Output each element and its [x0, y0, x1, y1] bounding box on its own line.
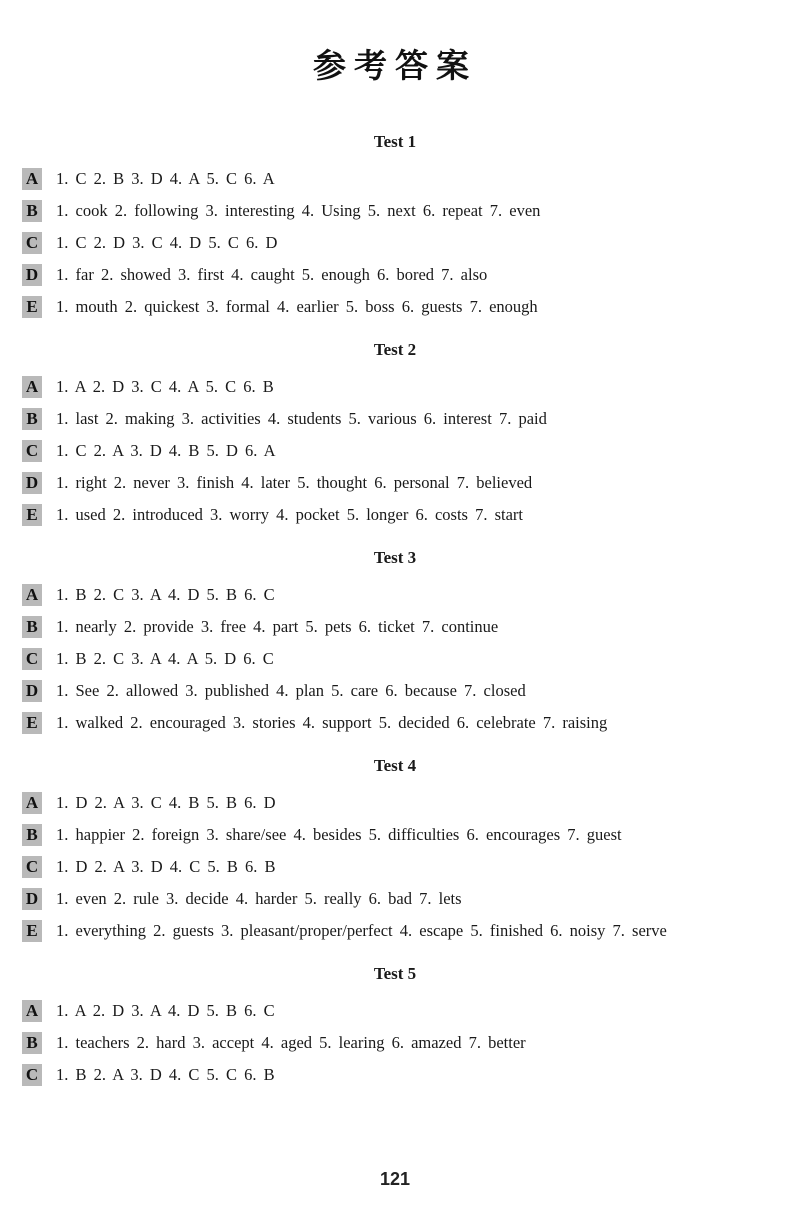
row-answers: 1. nearly 2. provide 3. free 4. part 5. pets 6. ticket 7. continue [56, 617, 499, 636]
row-answers: 1. D 2. A 3. C 4. B 5. B 6. D [56, 793, 276, 812]
row-letter-badge: E [22, 504, 42, 526]
row-answers: 1. C 2. B 3. D 4. A 5. C 6. A [56, 169, 275, 188]
row-letter-badge: B [22, 616, 42, 638]
row-answers: 1. B 2. A 3. D 4. C 5. C 6. B [56, 1065, 275, 1084]
answer-row-a [0, 1000, 790, 1032]
row-letter-badge: C [22, 648, 42, 670]
row-letter-badge: C [22, 440, 42, 462]
answer-row-c [0, 232, 790, 264]
row-answers: 1. A 2. D 3. A 4. D 5. B 6. C [56, 1001, 275, 1020]
test-4-section [0, 750, 790, 952]
row-letter-badge: B [22, 824, 42, 846]
row-letter-badge: C [22, 232, 42, 254]
test-1-section [0, 126, 790, 328]
row-answers: 1. B 2. C 3. A 4. A 5. D 6. C [56, 649, 274, 668]
test-5-section [0, 958, 790, 1096]
test-2-section [0, 334, 790, 536]
row-letter-badge: B [22, 1032, 42, 1054]
answer-row-a [0, 168, 790, 200]
answer-row-a [0, 584, 790, 616]
test-3-section [0, 542, 790, 744]
row-answers: 1. used 2. introduced 3. worry 4. pocket 5. longer 6. costs 7. start [56, 505, 524, 524]
row-answers: 1. teachers 2. hard 3. accept 4. aged 5. learing 6. amazed 7. better [56, 1033, 526, 1052]
row-letter-badge: C [22, 1064, 42, 1086]
row-letter-badge: E [22, 296, 42, 318]
row-letter-badge: D [22, 472, 42, 494]
test-title: Test 1 [373, 132, 417, 151]
row-answers: 1. See 2. allowed 3. published 4. plan 5. care 6. because 7. closed [56, 681, 526, 700]
row-letter-badge: D [22, 264, 42, 286]
row-letter-badge: A [22, 168, 42, 190]
test-title: Test 2 [373, 340, 417, 359]
row-answers: 1. B 2. C 3. A 4. D 5. B 6. C [56, 585, 275, 604]
answer-row-b [0, 200, 790, 232]
answer-key-content [0, 120, 790, 1096]
row-answers: 1. everything 2. guests 3. pleasant/proper/perfect 4. escape 5. finished 6. noisy 7. serve [56, 921, 667, 940]
answer-row-b [0, 1032, 790, 1064]
answer-row-b [0, 616, 790, 648]
row-letter-badge: E [22, 920, 42, 942]
test-title: Test 4 [373, 756, 417, 775]
row-answers: 1. last 2. making 3. activities 4. students 5. various 6. interest 7. paid [56, 409, 547, 428]
row-letter-badge: D [22, 680, 42, 702]
row-answers: 1. C 2. D 3. C 4. D 5. C 6. D [56, 233, 278, 252]
answer-row-d [0, 472, 790, 504]
answer-row-d [0, 264, 790, 296]
test-title: Test 5 [373, 964, 417, 983]
row-letter-badge: B [22, 408, 42, 430]
row-answers: 1. walked 2. encouraged 3. stories 4. support 5. decided 6. celebrate 7. raising [56, 713, 608, 732]
answer-row-d [0, 680, 790, 712]
answer-row-e [0, 504, 790, 536]
page-number: 121 [379, 1169, 411, 1189]
row-letter-badge: A [22, 792, 42, 814]
row-letter-badge: A [22, 376, 42, 398]
row-letter-badge: D [22, 888, 42, 910]
page-title: 参考答案 [313, 46, 477, 85]
answer-row-c [0, 856, 790, 888]
answer-row-c [0, 440, 790, 472]
answer-row-a [0, 376, 790, 408]
answer-row-a [0, 792, 790, 824]
answer-row-b [0, 408, 790, 440]
row-answers: 1. D 2. A 3. D 4. C 5. B 6. B [56, 857, 276, 876]
row-answers: 1. mouth 2. quickest 3. formal 4. earlier 5. boss 6. guests 7. enough [56, 297, 538, 316]
answer-row-e [0, 920, 790, 952]
row-answers: 1. right 2. never 3. finish 4. later 5. thought 6. personal 7. believed [56, 473, 533, 492]
answer-row-e [0, 296, 790, 328]
row-letter-badge: A [22, 584, 42, 606]
row-answers: 1. A 2. D 3. C 4. A 5. C 6. B [56, 377, 274, 396]
row-answers: 1. happier 2. foreign 3. share/see 4. besides 5. difficulties 6. encourages 7. guest [56, 825, 622, 844]
row-letter-badge: C [22, 856, 42, 878]
row-answers: 1. far 2. showed 3. first 4. caught 5. enough 6. bored 7. also [56, 265, 488, 284]
test-title: Test 3 [373, 548, 417, 567]
answer-row-e [0, 712, 790, 744]
answer-row-c [0, 648, 790, 680]
row-letter-badge: B [22, 200, 42, 222]
answer-row-b [0, 824, 790, 856]
row-letter-badge: E [22, 712, 42, 734]
row-answers: 1. even 2. rule 3. decide 4. harder 5. really 6. bad 7. lets [56, 889, 462, 908]
row-answers: 1. C 2. A 3. D 4. B 5. D 6. A [56, 441, 276, 460]
answer-row-d [0, 888, 790, 920]
row-answers: 1. cook 2. following 3. interesting 4. Using 5. next 6. repeat 7. even [56, 201, 541, 220]
row-letter-badge: A [22, 1000, 42, 1022]
answer-row-c [0, 1064, 790, 1096]
